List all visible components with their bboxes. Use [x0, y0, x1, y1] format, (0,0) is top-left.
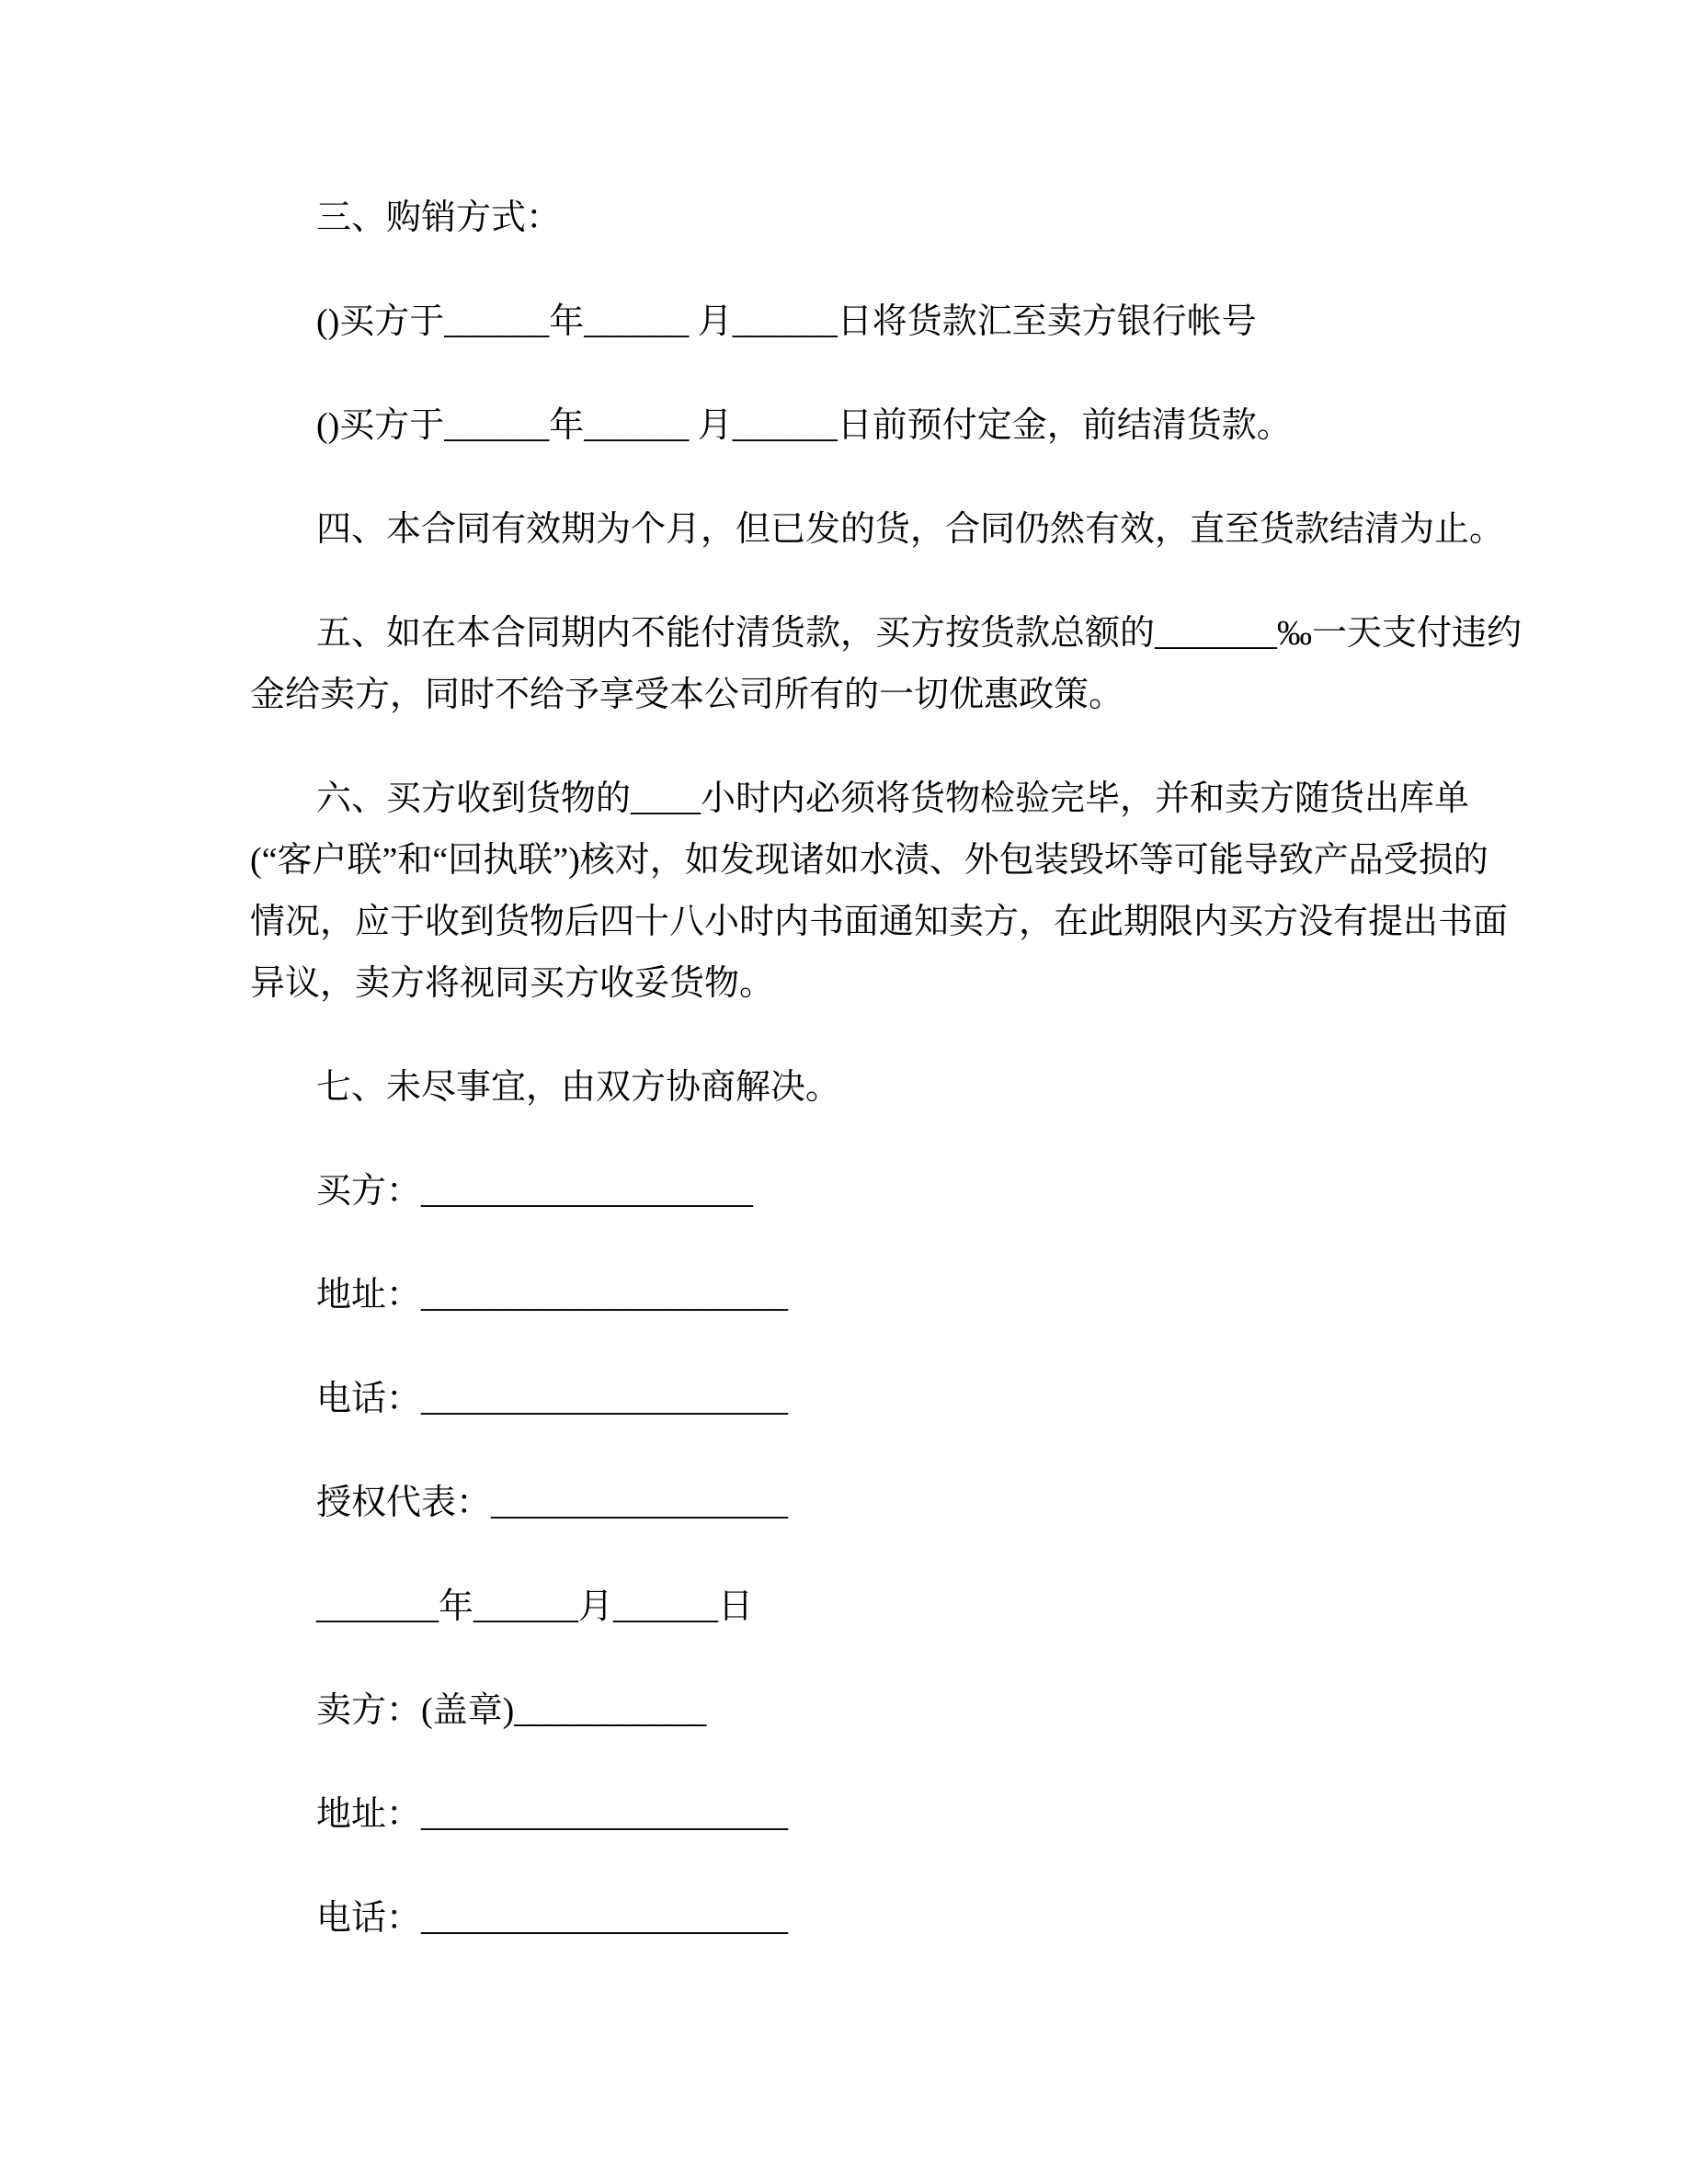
document-line: _______年______月______日: [316, 1587, 754, 1626]
document-line: 五、如在本合同期内不能付清货款，买方按货款总额的_______‰一天支付违约: [316, 614, 1523, 653]
document-line: 三、购销方式：: [316, 199, 562, 237]
document-line: 地址：_____________________: [316, 1795, 789, 1834]
document-line: ()买方于______年______ 月______日将货款汇至卖方银行帐号: [316, 302, 1257, 341]
document-line: 电话：_____________________: [316, 1899, 789, 1938]
document-line: 金给卖方，同时不给予享受本公司所有的一切优惠政策。: [250, 676, 1124, 714]
document-line: 七、未尽事宜，由双方协商解决。: [316, 1068, 841, 1107]
document-line: (“客户联”和“回执联”)核对，如发现诸如水渍、外包装毁坏等可能导致产品受损的: [250, 841, 1488, 880]
document-line: 地址：_____________________: [316, 1276, 789, 1314]
document-line: 四、本合同有效期为个月，但已发的货，合同仍然有效，直至货款结清为止。: [316, 510, 1505, 549]
contract-body: [250, 145, 1537, 1950]
document-line: 异议，卖方将视同买方收妥货物。: [250, 964, 775, 1003]
document-line: 六、买方收到货物的____小时内必须将货物检验完毕，并和卖方随货出库单: [316, 779, 1470, 818]
document-line: 卖方：(盖章)___________: [316, 1691, 707, 1730]
document-line: 电话：_____________________: [316, 1380, 789, 1418]
document-line: 买方：___________________: [316, 1172, 754, 1211]
document-line: 情况，应于收到货物后四十八小时内书面通知卖方，在此期限内买方没有提出书面: [250, 903, 1509, 941]
document-line: 授权代表：_________________: [316, 1484, 789, 1522]
document-line: ()买方于______年______ 月______日前预付定金，前结清货款。: [316, 406, 1292, 445]
